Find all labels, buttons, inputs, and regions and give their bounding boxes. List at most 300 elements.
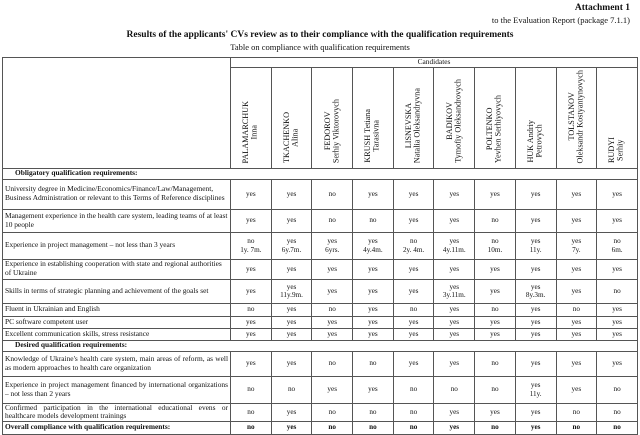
compliance-value: yes	[368, 264, 378, 273]
compliance-value: yes	[449, 216, 460, 225]
compliance-value: yes	[368, 385, 378, 394]
compliance-value: no	[369, 407, 377, 416]
compliance-value: yes	[571, 264, 582, 273]
compliance-value: yes	[246, 359, 256, 368]
candidate-surname: FEDOROV	[322, 111, 332, 151]
compliance-cell	[271, 279, 312, 303]
compliance-value: yes	[286, 216, 297, 225]
overall-value: no	[556, 421, 597, 434]
compliance-cell	[475, 209, 516, 232]
compliance-value: no	[491, 359, 499, 368]
compliance-cell	[515, 232, 556, 259]
compliance-value: no	[328, 216, 336, 225]
candidate-given-name: Oleksandr Kostyantynovych	[575, 69, 585, 163]
compliance-cell	[597, 259, 638, 279]
compliance-cell	[231, 403, 272, 421]
compliance-cell	[393, 403, 434, 421]
table-row	[3, 403, 638, 421]
compliance-value: no	[328, 189, 336, 198]
compliance-value: yes	[530, 407, 541, 416]
compliance-value: yes	[449, 359, 460, 368]
compliance-cell	[475, 232, 516, 259]
attachment-reference: to the Evaluation Report (package 7.1.1)	[491, 15, 630, 25]
table-row	[3, 376, 638, 403]
candidate-surname: HUK Andriy	[526, 120, 536, 163]
compliance-value: yes	[449, 237, 460, 246]
compliance-cell	[434, 232, 475, 259]
compliance-cell	[434, 403, 475, 421]
compliance-value: yes	[368, 237, 378, 246]
compliance-cell	[475, 279, 516, 303]
compliance-cell	[231, 279, 272, 303]
experience-duration: 4y.4m.	[363, 245, 383, 254]
compliance-cell	[434, 303, 475, 316]
compliance-cell	[515, 179, 556, 209]
compliance-cell	[353, 232, 394, 259]
candidate-header	[475, 67, 516, 168]
compliance-value: yes	[490, 407, 500, 416]
compliance-cell	[312, 279, 353, 303]
compliance-value: yes	[246, 317, 256, 326]
compliance-cell	[312, 179, 353, 209]
compliance-cell	[231, 259, 272, 279]
compliance-value: yes	[408, 286, 419, 295]
compliance-value: no	[572, 407, 580, 416]
compliance-cell	[556, 259, 597, 279]
compliance-cell	[353, 279, 394, 303]
overall-value: no	[475, 421, 516, 434]
compliance-value: yes	[571, 359, 582, 368]
compliance-value: no	[613, 237, 621, 246]
table-row	[3, 259, 638, 279]
compliance-value: yes	[327, 317, 338, 326]
compliance-value: yes	[530, 264, 541, 273]
compliance-cell	[556, 303, 597, 316]
compliance-value: no	[247, 305, 255, 314]
compliance-value: no	[613, 407, 621, 416]
compliance-value: no	[450, 385, 458, 394]
table-row	[3, 351, 638, 376]
requirement-label: Management experience in the health care system, leading teams of at least 10 people	[3, 209, 231, 232]
compliance-cell	[556, 232, 597, 259]
compliance-cell	[556, 351, 597, 376]
table-row	[3, 328, 638, 340]
compliance-value: no	[287, 385, 296, 394]
compliance-value: no	[328, 305, 336, 314]
compliance-cell	[515, 316, 556, 328]
candidate-name	[568, 70, 585, 163]
compliance-value: no	[613, 385, 621, 394]
compliance-value: yes	[490, 189, 500, 198]
candidate-given-name: Inna	[249, 124, 259, 140]
candidate-name	[324, 99, 341, 163]
compliance-cell	[556, 376, 597, 403]
requirement-label: Knowledge of Ukraine's health care system, main areas of reform, as well as modern approaches to health care organization	[3, 351, 231, 376]
overall-value: yes	[271, 421, 312, 434]
compliance-value: no	[247, 237, 255, 246]
compliance-cell	[312, 316, 353, 328]
compliance-value: yes	[327, 264, 338, 273]
candidate-name	[283, 112, 300, 163]
compliance-value: no	[410, 237, 418, 246]
compliance-cell	[475, 179, 516, 209]
compliance-cell	[475, 259, 516, 279]
compliance-cell	[312, 209, 353, 232]
compliance-cell	[515, 376, 556, 403]
compliance-value: yes	[368, 189, 378, 198]
compliance-value: no	[572, 305, 580, 314]
overall-label: Overall compliance with qualification requirements:	[3, 421, 231, 434]
candidate-header	[434, 67, 475, 168]
compliance-cell	[434, 376, 475, 403]
compliance-value: yes	[612, 359, 622, 368]
compliance-cell	[271, 209, 312, 232]
experience-duration: 10m.	[487, 245, 503, 254]
compliance-cell	[353, 376, 394, 403]
compliance-value: yes	[286, 359, 297, 368]
candidate-name	[527, 120, 544, 163]
compliance-cell	[231, 303, 272, 316]
compliance-cell	[271, 403, 312, 421]
compliance-cell	[556, 316, 597, 328]
candidate-name	[446, 79, 463, 163]
candidate-given-name: Petrovych	[534, 125, 544, 159]
compliance-cell	[393, 179, 434, 209]
compliance-value: no	[410, 305, 418, 314]
experience-duration: 11y.	[529, 389, 542, 398]
compliance-value: no	[247, 407, 255, 416]
compliance-cell	[312, 351, 353, 376]
experience-duration: 6yrs.	[325, 245, 340, 254]
candidate-surname: LISNEVSKA	[403, 102, 413, 149]
compliance-value: yes	[530, 282, 541, 291]
compliance-value: yes	[530, 329, 541, 338]
compliance-cell	[231, 376, 272, 403]
compliance-cell	[312, 403, 353, 421]
experience-duration: 11y.9m.	[280, 291, 303, 299]
compliance-cell	[393, 232, 434, 259]
compliance-cell	[312, 376, 353, 403]
compliance-value: yes	[286, 305, 297, 314]
candidate-surname: TOLSTANOV	[566, 92, 576, 141]
compliance-value: yes	[246, 264, 256, 273]
requirement-label: Excellent communication skills, stress resistance	[3, 328, 231, 340]
compliance-value: no	[491, 385, 499, 394]
compliance-cell	[393, 328, 434, 340]
compliance-value: yes	[530, 317, 541, 326]
compliance-value: yes	[612, 264, 622, 273]
candidate-name	[405, 88, 422, 163]
table-row	[3, 303, 638, 316]
compliance-value: yes	[286, 237, 297, 246]
compliance-value: yes	[368, 317, 378, 326]
compliance-cell	[393, 209, 434, 232]
compliance-value: yes	[612, 216, 622, 225]
compliance-value: yes	[490, 264, 500, 273]
compliance-cell	[597, 351, 638, 376]
compliance-value: no	[247, 385, 255, 394]
compliance-cell	[597, 179, 638, 209]
compliance-value: yes	[449, 329, 460, 338]
compliance-cell	[556, 179, 597, 209]
candidate-given-name: Tymofiy Oleksandrovych	[453, 79, 463, 163]
compliance-cell	[475, 351, 516, 376]
compliance-cell	[271, 259, 312, 279]
compliance-value: yes	[530, 305, 541, 314]
candidate-name	[242, 101, 259, 163]
compliance-value: yes	[571, 286, 582, 295]
candidate-surname: PALAMARCHUK	[241, 100, 251, 163]
compliance-cell	[231, 232, 272, 259]
candidate-given-name: Natalia Oleksandryvna	[412, 87, 422, 163]
experience-duration: 4y.11m.	[442, 245, 466, 254]
requirement-label: PC software competent user	[3, 316, 231, 328]
compliance-value: yes	[490, 329, 500, 338]
compliance-cell	[271, 179, 312, 209]
candidate-surname: BADIKOV	[444, 102, 454, 140]
experience-duration: 3y.11m.	[442, 291, 466, 299]
requirement-label: University degree in Medicine/Economics/Finance/Law/Management, Business Administration or relevant to this Terms of Reference disciplines	[3, 179, 231, 209]
table-row	[3, 209, 638, 232]
compliance-cell	[434, 316, 475, 328]
compliance-value: yes	[368, 286, 378, 295]
compliance-cell	[515, 303, 556, 316]
candidate-surname: TKACHENKO	[281, 112, 291, 163]
compliance-cell	[271, 303, 312, 316]
compliance-cell	[312, 259, 353, 279]
experience-duration: 8y.3m.	[525, 291, 546, 299]
candidate-surname: RUDYI	[607, 137, 617, 163]
requirement-label: Experience in project management – not less than 3 years	[3, 232, 231, 259]
compliance-cell	[231, 351, 272, 376]
compliance-cell	[353, 209, 394, 232]
compliance-value: yes	[246, 286, 256, 295]
candidate-name	[364, 109, 381, 163]
overall-value: yes	[515, 421, 556, 434]
compliance-cell	[271, 328, 312, 340]
table-row	[3, 232, 638, 259]
compliance-value: yes	[408, 317, 419, 326]
compliance-cell	[393, 279, 434, 303]
compliance-cell	[475, 328, 516, 340]
compliance-cell	[271, 316, 312, 328]
compliance-cell	[597, 376, 638, 403]
compliance-value: no	[369, 216, 377, 225]
overall-value: yes	[434, 421, 475, 434]
candidate-given-name: Yevhen Serhiyovych	[493, 94, 503, 163]
compliance-cell	[393, 376, 434, 403]
obligatory-section-header: Obligatory qualification requirements:	[3, 168, 638, 179]
compliance-value: no	[491, 216, 499, 225]
compliance-value: yes	[368, 305, 378, 314]
compliance-cell	[556, 279, 597, 303]
compliance-cell	[475, 316, 516, 328]
experience-duration: 7y.	[572, 245, 581, 254]
compliance-cell	[475, 303, 516, 316]
candidate-given-name: Tarasivna	[371, 120, 381, 153]
compliance-value: yes	[327, 237, 338, 246]
compliance-cell	[515, 328, 556, 340]
candidate-header	[515, 67, 556, 168]
compliance-value: yes	[408, 329, 419, 338]
requirement-label: Fluent in Ukrainian and English	[3, 303, 231, 316]
compliance-cell	[353, 179, 394, 209]
compliance-cell	[515, 403, 556, 421]
requirement-header	[3, 58, 231, 169]
candidate-header	[556, 67, 597, 168]
compliance-cell	[475, 403, 516, 421]
compliance-value: yes	[612, 317, 622, 326]
compliance-value: yes	[571, 329, 582, 338]
compliance-value: yes	[571, 189, 582, 198]
requirement-label: Skills in terms of strategic planning and achievement of the goals set	[3, 279, 231, 303]
compliance-value: yes	[408, 264, 419, 273]
compliance-value: yes	[449, 317, 460, 326]
compliance-value: yes	[571, 385, 582, 394]
compliance-cell	[271, 232, 312, 259]
compliance-table	[2, 57, 638, 435]
compliance-cell	[434, 351, 475, 376]
compliance-value: yes	[571, 317, 582, 326]
candidate-given-name: Serhiy	[616, 139, 626, 161]
compliance-value: yes	[490, 317, 500, 326]
compliance-cell	[312, 328, 353, 340]
compliance-value: yes	[246, 216, 256, 225]
compliance-value: no	[328, 407, 336, 416]
compliance-cell	[597, 328, 638, 340]
experience-duration: 2y. 4m.	[402, 245, 425, 254]
compliance-cell	[597, 316, 638, 328]
compliance-cell	[597, 303, 638, 316]
experience-duration: 6y.7m.	[281, 245, 302, 254]
compliance-cell	[393, 259, 434, 279]
experience-duration: 11y.	[529, 245, 542, 254]
compliance-value: yes	[286, 264, 297, 273]
compliance-value: yes	[286, 282, 297, 291]
compliance-cell	[434, 328, 475, 340]
compliance-cell	[353, 259, 394, 279]
compliance-value: yes	[286, 317, 297, 326]
candidate-surname: KRUSH Tetiana	[363, 109, 373, 163]
compliance-cell	[393, 303, 434, 316]
compliance-cell	[515, 259, 556, 279]
compliance-cell	[271, 351, 312, 376]
overall-value: no	[353, 421, 394, 434]
compliance-cell	[597, 279, 638, 303]
compliance-cell	[393, 316, 434, 328]
compliance-value: no	[491, 305, 499, 314]
compliance-cell	[434, 259, 475, 279]
compliance-value: yes	[449, 407, 460, 416]
requirement-label: Confirmed participation in the international educational evens or healthcare models development trainings	[3, 403, 231, 421]
compliance-value: yes	[327, 385, 338, 394]
table-row	[3, 279, 638, 303]
compliance-cell	[353, 351, 394, 376]
compliance-cell	[312, 303, 353, 316]
candidate-header	[353, 67, 394, 168]
compliance-value: yes	[246, 189, 256, 198]
compliance-value: yes	[286, 407, 297, 416]
compliance-cell	[597, 232, 638, 259]
document-title: Results of the applicants' CVs review as to their compliance with the qualification requirements	[126, 30, 514, 40]
compliance-cell	[393, 351, 434, 376]
candidates-header: Candidates	[231, 58, 638, 68]
compliance-cell	[434, 279, 475, 303]
compliance-value: yes	[571, 216, 582, 225]
table-row	[3, 316, 638, 328]
compliance-value: no	[369, 359, 377, 368]
compliance-value: yes	[490, 286, 500, 295]
candidate-surname: POLTENKO	[485, 107, 495, 151]
compliance-value: yes	[530, 381, 541, 390]
compliance-cell	[556, 403, 597, 421]
compliance-cell	[475, 376, 516, 403]
compliance-cell	[597, 403, 638, 421]
experience-duration: 6m.	[611, 245, 623, 254]
compliance-value: yes	[408, 359, 419, 368]
compliance-cell	[353, 316, 394, 328]
compliance-value: yes	[612, 189, 622, 198]
compliance-cell	[556, 209, 597, 232]
compliance-value: no	[328, 359, 336, 368]
compliance-cell	[353, 328, 394, 340]
experience-duration: 1y. 7m.	[240, 245, 262, 254]
compliance-cell	[353, 303, 394, 316]
compliance-value: no	[410, 407, 418, 416]
requirement-label: Experience in project management financed by international organizations – not less than 2 years	[3, 376, 231, 403]
compliance-cell	[597, 209, 638, 232]
compliance-value: yes	[449, 305, 460, 314]
compliance-cell	[434, 179, 475, 209]
compliance-cell	[515, 351, 556, 376]
requirement-label: Experience in establishing cooperation with state and regional authorities of Ukraine	[3, 259, 231, 279]
candidate-given-name: Alina	[290, 128, 300, 147]
compliance-value: yes	[530, 216, 541, 225]
compliance-value: yes	[368, 329, 378, 338]
candidate-header	[312, 67, 353, 168]
candidate-given-name: Serhiy Viktorovych	[331, 98, 341, 163]
overall-value: no	[231, 421, 272, 434]
document-subtitle: Table on compliance with qualification requirements	[230, 42, 410, 52]
candidate-name	[608, 137, 625, 163]
overall-value: no	[393, 421, 434, 434]
compliance-cell	[231, 209, 272, 232]
compliance-value: yes	[246, 329, 256, 338]
compliance-value: yes	[530, 359, 541, 368]
compliance-value: no	[491, 237, 499, 246]
candidate-header	[393, 67, 434, 168]
candidate-header	[597, 67, 638, 168]
compliance-value: yes	[408, 189, 419, 198]
compliance-cell	[231, 179, 272, 209]
compliance-value: yes	[612, 329, 622, 338]
compliance-cell	[515, 279, 556, 303]
attachment-label: Attachment 1	[574, 3, 630, 13]
table-row	[3, 179, 638, 209]
candidate-name	[486, 95, 503, 163]
compliance-value: yes	[408, 216, 419, 225]
compliance-cell	[353, 403, 394, 421]
compliance-cell	[515, 209, 556, 232]
compliance-value: yes	[449, 189, 460, 198]
compliance-value: yes	[286, 189, 297, 198]
compliance-value: yes	[449, 264, 460, 273]
overall-value: no	[597, 421, 638, 434]
candidate-header	[231, 67, 272, 168]
compliance-value: yes	[612, 305, 622, 314]
overall-row	[3, 421, 638, 434]
compliance-cell	[271, 376, 312, 403]
